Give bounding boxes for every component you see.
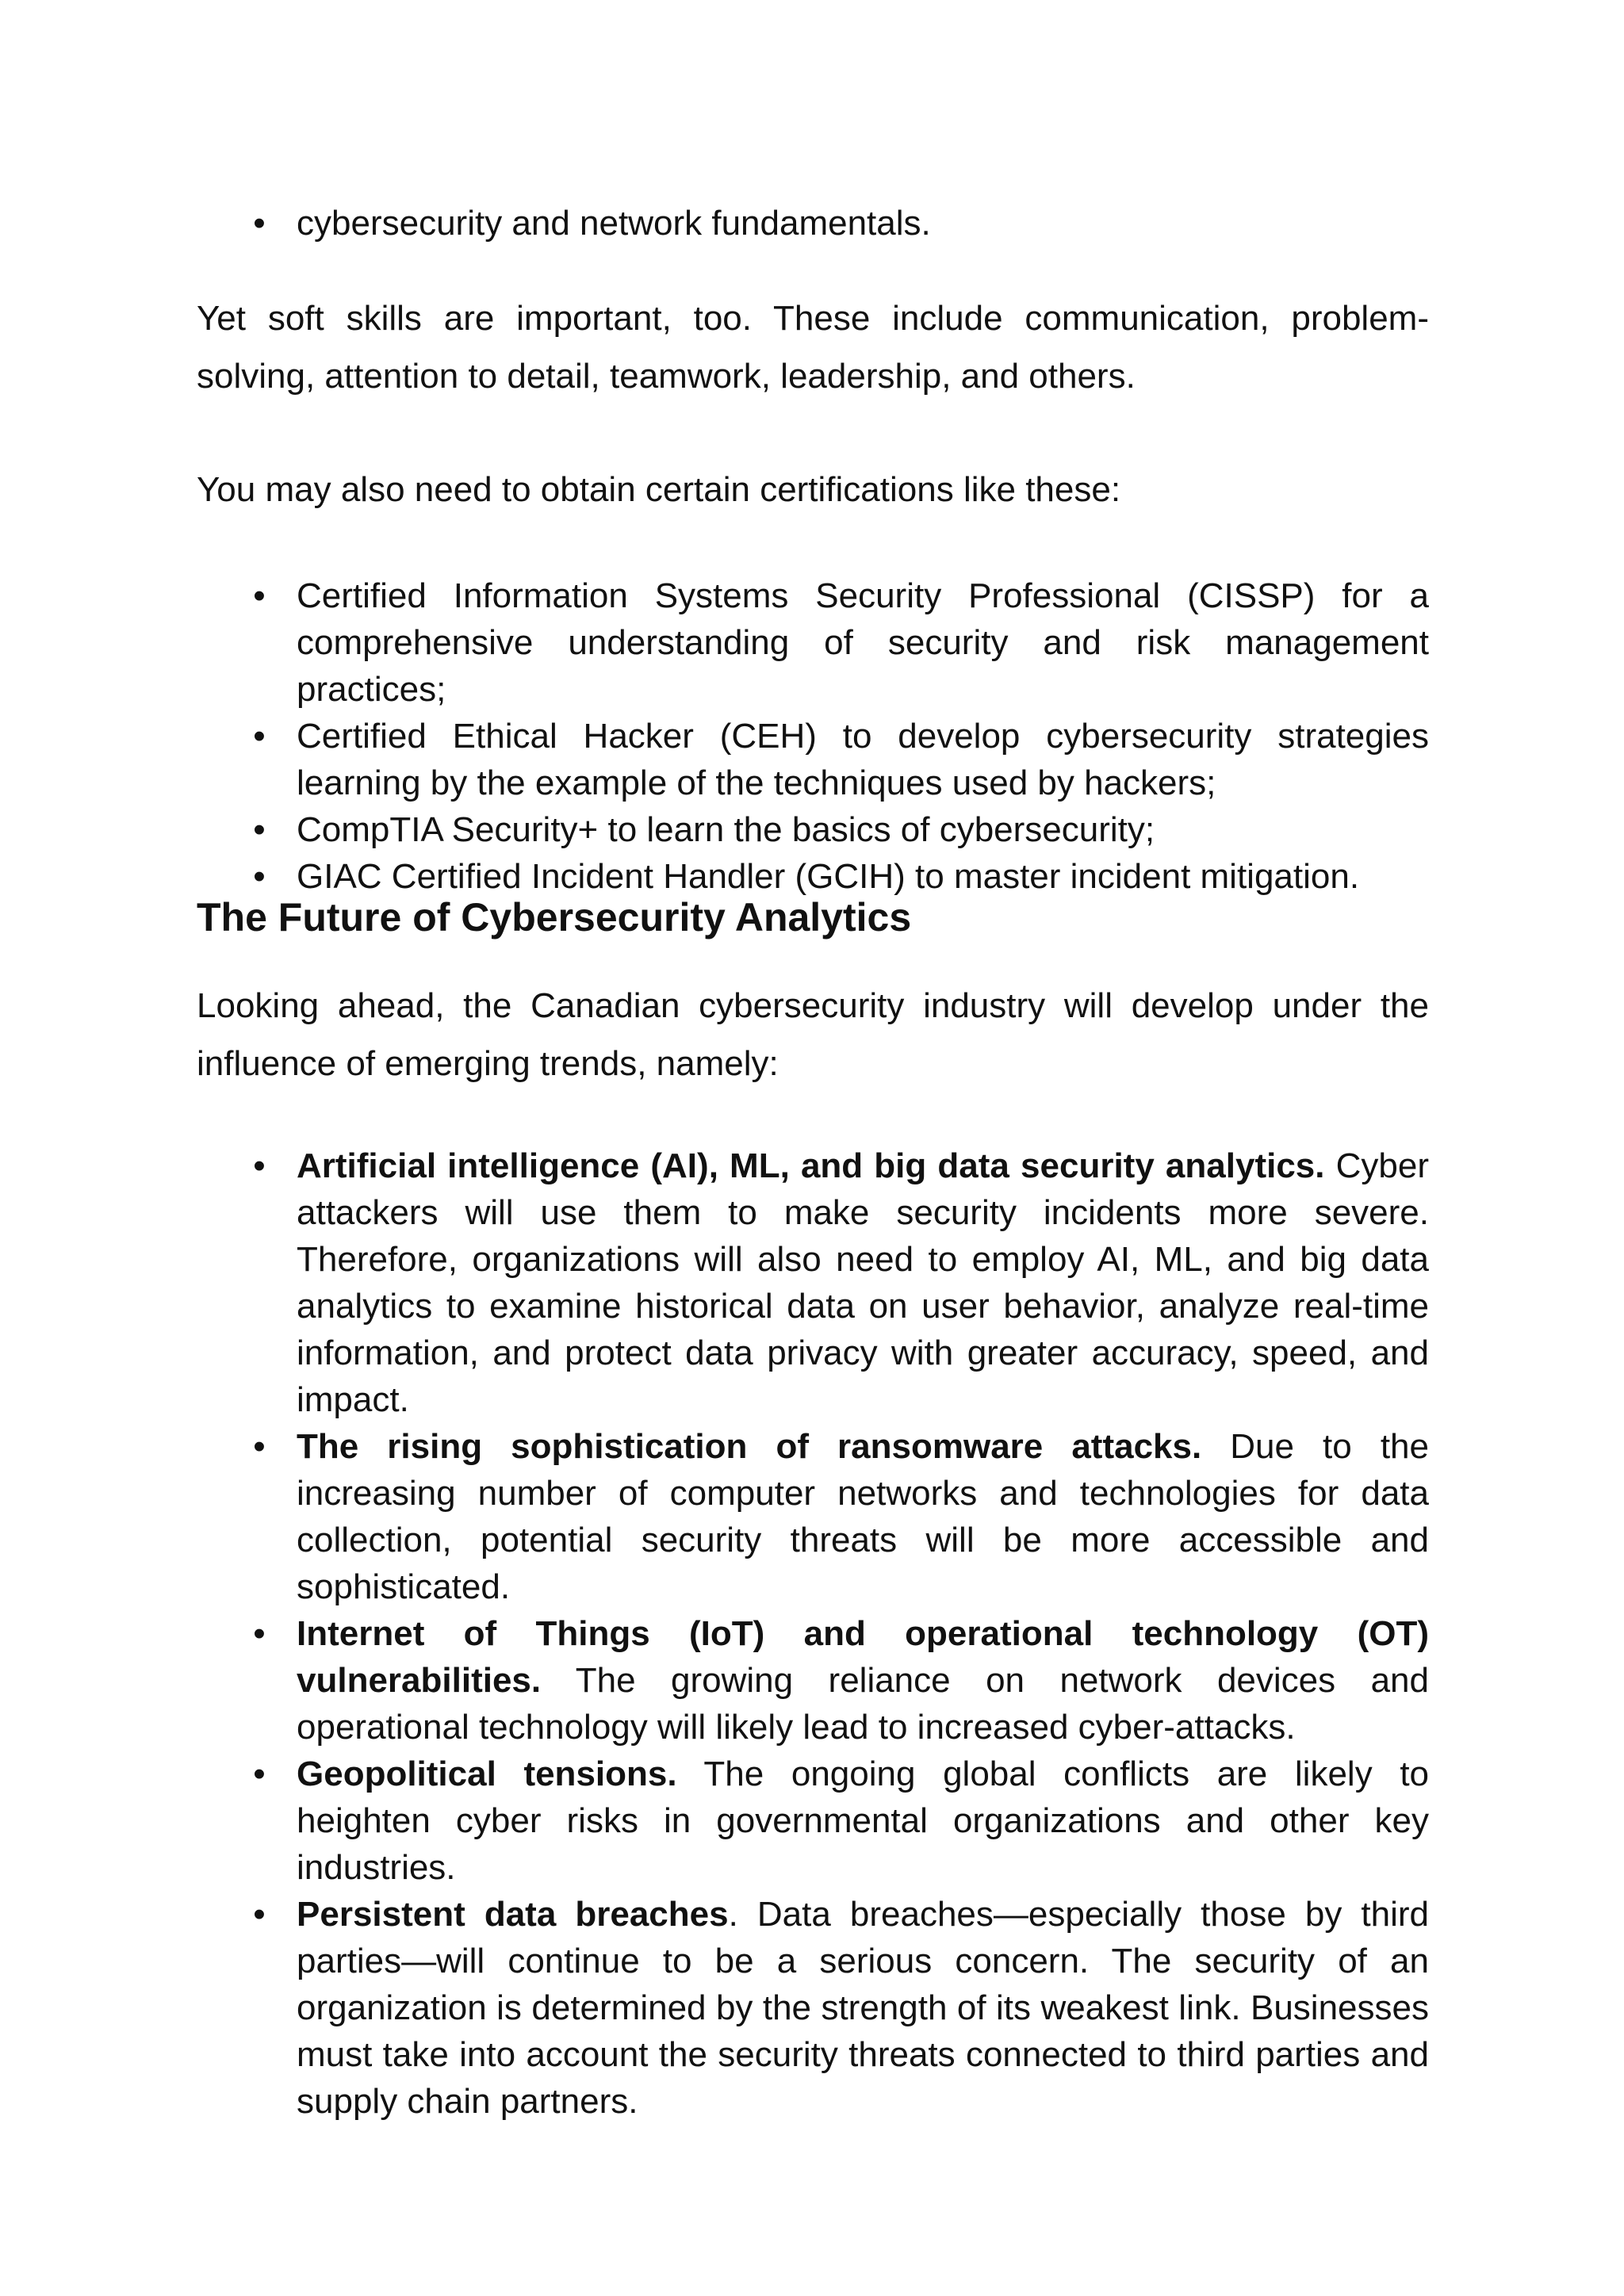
list-item bbox=[197, 572, 1429, 713]
bullet-icon: • bbox=[253, 1146, 266, 1185]
bullet-icon: • bbox=[253, 857, 266, 896]
trend-title: Artificial intelligence (AI), ML, and big data security analytics. bbox=[297, 1146, 1325, 1185]
list-item-text: cybersecurity and network fundamentals. bbox=[297, 204, 931, 243]
trend-text: Due to the increasing number of computer networks and technologies for data collection, potential security threats will be more accessible and sophisticated. bbox=[297, 1427, 1429, 1606]
bullet-icon: • bbox=[253, 576, 266, 615]
bullet-icon: • bbox=[253, 1895, 266, 1934]
trend-text: . Data breaches—especially those by third parties—will continue to be a serious concern. The security of an organization is determined by the strength of its weakest link. Businesses must take into account the security threats connected to third parties and supply chain partners. bbox=[297, 1895, 1429, 2121]
list-item bbox=[197, 200, 1429, 247]
list-item-text: Certified Information Systems Security Professional (CISSP) for a comprehensive understanding of security and risk management practices; bbox=[297, 576, 1429, 709]
section-heading: The Future of Cybersecurity Analytics bbox=[197, 895, 912, 939]
bullet-icon: • bbox=[253, 717, 266, 756]
bullet-icon: • bbox=[253, 810, 266, 849]
list-item bbox=[197, 713, 1429, 806]
bullet-icon: • bbox=[253, 1427, 266, 1466]
trend-text: The growing reliance on network devices and operational technology will likely lead to increased cyber-attacks. bbox=[297, 1661, 1429, 1747]
soft-skills-paragraph: Yet soft skills are important, too. These include communication, problem-solving, attention to detail, teamwork, leadership, and others. bbox=[197, 299, 1429, 396]
bullet-icon: • bbox=[253, 1614, 266, 1653]
future-intro-paragraph: Looking ahead, the Canadian cybersecurity industry will develop under the influence of emerging trends, namely: bbox=[197, 986, 1429, 1083]
list-item bbox=[197, 1142, 1429, 1423]
trend-title: Internet of Things (IoT) and operational technology (OT) vulnerabilities. bbox=[297, 1614, 1429, 1700]
trends-list bbox=[197, 1142, 1429, 2125]
trend-title: The rising sophistication of ransomware attacks. bbox=[297, 1427, 1202, 1466]
list-item bbox=[197, 1751, 1429, 1891]
list-item bbox=[197, 1423, 1429, 1610]
list-item bbox=[197, 806, 1429, 853]
list-item-text: CompTIA Security+ to learn the basics of cybersecurity; bbox=[297, 810, 1155, 849]
list-item bbox=[197, 1610, 1429, 1751]
trend-text: Cyber attackers will use them to make security incidents more severe. Therefore, organizations will also need to employ AI, ML, and big data analytics to examine historical data on user behavior, analyze real-time information, and protect data privacy with greater accuracy, speed, and impact. bbox=[297, 1146, 1429, 1419]
trend-title: Geopolitical tensions. bbox=[297, 1755, 677, 1793]
intro-bullet-list bbox=[197, 200, 1429, 247]
certifications-intro: You may also need to obtain certain certifications like these: bbox=[197, 470, 1121, 509]
certifications-list bbox=[197, 572, 1429, 900]
list-item-text: GIAC Certified Incident Handler (GCIH) to master incident mitigation. bbox=[297, 857, 1360, 896]
list-item bbox=[197, 1891, 1429, 2125]
bullet-icon: • bbox=[253, 204, 266, 243]
list-item-text: Certified Ethical Hacker (CEH) to develop cybersecurity strategies learning by the example of the techniques used by hackers; bbox=[297, 717, 1429, 802]
trend-text: The ongoing global conflicts are likely to heighten cyber risks in governmental organizations and other key industries. bbox=[297, 1755, 1430, 1887]
bullet-icon: • bbox=[253, 1755, 266, 1793]
trend-title: Persistent data breaches bbox=[297, 1895, 729, 1934]
